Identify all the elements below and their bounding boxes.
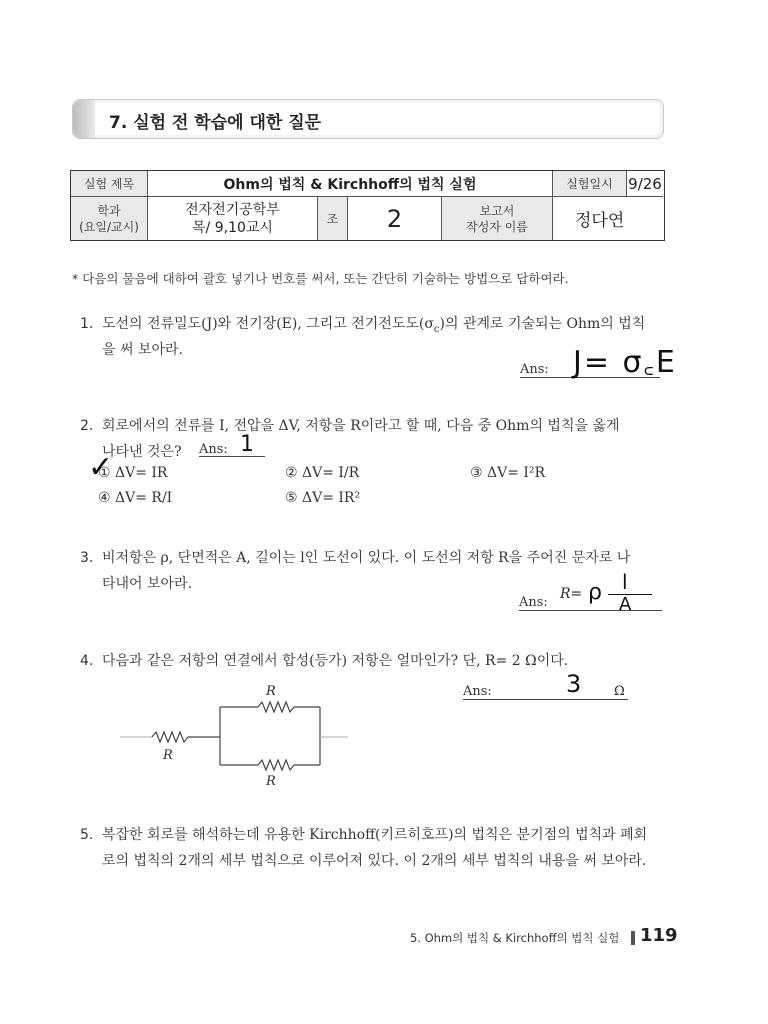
- instruction-text: * 다음의 물음에 대하여 괄호 넣기나 번호를 써서, 또는 간단히 기술하는 방법으로 답하여라.: [72, 271, 569, 286]
- q2-option-5: ⑤ ΔV= IR²: [285, 490, 361, 506]
- date-value: 9/26: [627, 171, 663, 197]
- resistor-circuit-diagram: [110, 680, 360, 795]
- q2-option-3: ③ ΔV= I²R: [470, 465, 546, 481]
- dept-label-line2: (요일/교시): [79, 219, 139, 234]
- section-header: [72, 99, 664, 139]
- q2-ans-line: [199, 456, 265, 457]
- q3-ans-prefix: R=: [560, 586, 583, 602]
- question-2: [80, 413, 680, 473]
- section-title: 7. 실험 전 학습에 대한 질문: [109, 113, 322, 133]
- q2-line1: 회로에서의 전류를 I, 전압을 ΔV, 저항을 R이라고 할 때, 다음 중 Ohm의 법칙을 옳게: [102, 418, 620, 434]
- q3-answer-rho: ρ: [588, 580, 602, 605]
- q2-answer: 1: [240, 432, 254, 457]
- q1-number: 1.: [80, 316, 94, 332]
- q3-ans-label: Ans:: [519, 595, 548, 610]
- q5-line2: 로의 법칙의 2개의 세부 법칙으로 이루어져 있다. 이 2개의 세부 법칙의 내용을 써 보아라.: [102, 853, 647, 869]
- q1-line1-end: )의 관계로 기술되는 Ohm의 법칙: [439, 316, 646, 332]
- q3-ans-line: [519, 610, 662, 611]
- dept-label: [71, 197, 148, 240]
- resistor-bottom-label: R: [266, 774, 276, 789]
- q4-ans-line: [463, 699, 628, 700]
- group-label: 조: [318, 197, 348, 240]
- q4-ans-label: Ans:: [463, 684, 492, 699]
- author-value: 정다연: [575, 211, 625, 231]
- page-number: 119: [640, 925, 678, 946]
- title-value: Ohm의 법칙 & Kirchhoff의 법칙 실험: [148, 171, 553, 197]
- footer-chapter-title: 5. Ohm의 법칙 & Kirchhoff의 법칙 실험: [410, 931, 620, 945]
- q4-line1: 다음과 같은 저항의 연결에서 합성(등가) 저항은 얼마인가? 단, R= 2 Ω이다.: [102, 653, 569, 669]
- q1-answer: J= σ꜀E: [573, 345, 677, 380]
- q2-number: 2.: [80, 418, 94, 434]
- resistor-left: [152, 732, 188, 742]
- section-header-tab: [73, 100, 95, 138]
- q3-line1: 비저항은 ρ, 단면적은 A, 길이는 l인 도선이 있다. 이 도선의 저항 R을 주어진 문자로 나: [102, 550, 631, 566]
- footer-divider: [631, 931, 635, 945]
- resistor-left-label: R: [163, 748, 173, 763]
- dept-value: [148, 197, 318, 240]
- q1-line2: 을 써 보아라.: [102, 342, 183, 358]
- q3-answer-denominator: A: [619, 594, 632, 615]
- q2-checkmark-icon: ✓: [88, 450, 114, 485]
- q1-line1: [102, 311, 645, 343]
- q2-ans-label: Ans:: [199, 442, 228, 457]
- resistor-top: [258, 702, 294, 712]
- dept-label-line1: 학과: [97, 203, 121, 218]
- q3-answer-numerator: l: [622, 570, 628, 594]
- q2-option-1: ① ΔV= IR: [98, 465, 168, 481]
- dept-value-line1: 전자전기공학부: [185, 201, 280, 218]
- q3-number: 3.: [80, 550, 94, 566]
- question-4: [80, 648, 680, 678]
- question-5: [80, 822, 680, 882]
- resistor-bottom: [258, 760, 294, 770]
- q2-option-2: ② ΔV= I/R: [285, 465, 360, 481]
- q5-line1: 복잡한 회로를 해석하는데 유용한 Kirchhoff(키르히호프)의 법칙은 분기점의 법칙과 폐회: [102, 827, 648, 843]
- q4-unit: Ω: [614, 684, 625, 699]
- q1-sub: c: [433, 323, 440, 335]
- q5-number: 5.: [80, 827, 94, 843]
- title-label: 실험 제목: [71, 171, 148, 197]
- q4-number: 4.: [80, 653, 94, 669]
- date-label: 실험일시: [553, 171, 627, 197]
- q1-line1-text: 도선의 전류밀도(J)와 전기장(E), 그리고 전기전도도(σ: [102, 316, 434, 332]
- q3-line2: 타내어 보아라.: [102, 576, 193, 592]
- author-label: [442, 197, 553, 240]
- dept-value-line2: 목/ 9,10교시: [192, 219, 273, 236]
- q2-option-4: ④ ΔV= R/I: [98, 490, 173, 506]
- author-label-line1: 보고서: [479, 203, 515, 218]
- experiment-info-table: [70, 170, 665, 241]
- author-label-line2: 작성자 이름: [466, 219, 528, 234]
- q2-line2: 나타낸 것은?: [102, 444, 182, 460]
- q1-ans-label: Ans:: [520, 362, 549, 377]
- resistor-top-label: R: [266, 684, 276, 699]
- q4-answer: 3: [566, 670, 582, 698]
- group-value: 2: [348, 197, 442, 240]
